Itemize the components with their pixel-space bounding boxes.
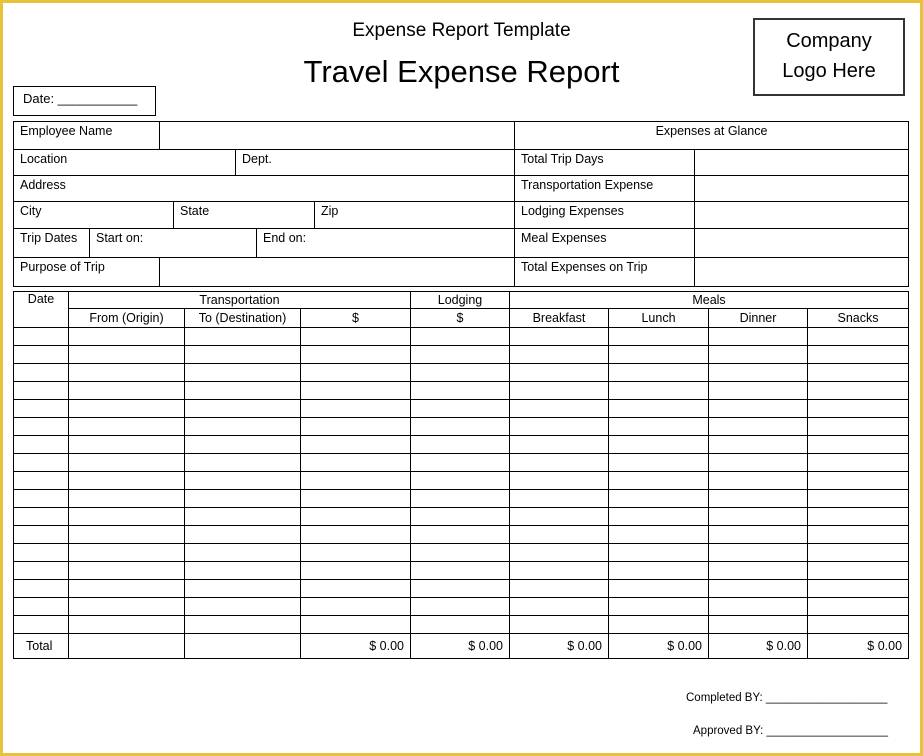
expense-cell[interactable] xyxy=(69,382,185,400)
expense-cell[interactable] xyxy=(14,328,69,346)
employee-name-field[interactable] xyxy=(160,122,515,150)
expense-cell[interactable] xyxy=(609,364,709,382)
expense-cell[interactable] xyxy=(808,400,909,418)
expense-cell[interactable] xyxy=(69,472,185,490)
table-row xyxy=(14,346,909,364)
expense-cell[interactable] xyxy=(808,364,909,382)
expense-cell[interactable] xyxy=(510,544,609,562)
total-cell: $ 0.00 xyxy=(808,634,909,659)
expense-cell[interactable] xyxy=(14,562,69,580)
expense-cell[interactable] xyxy=(808,418,909,436)
glance-label-lodging: Lodging Expenses xyxy=(515,202,695,229)
transportation-header: Transportation xyxy=(69,292,411,309)
sub-header-cell: From (Origin) xyxy=(69,309,185,328)
glance-value-total[interactable] xyxy=(695,258,909,287)
expense-cell[interactable] xyxy=(185,580,301,598)
table-row xyxy=(14,508,909,526)
glance-label-transportation: Transportation Expense xyxy=(515,176,695,202)
expense-cell[interactable] xyxy=(69,580,185,598)
expense-cell[interactable] xyxy=(185,544,301,562)
expense-cell[interactable] xyxy=(709,562,808,580)
expense-cell[interactable] xyxy=(14,616,69,634)
purpose-label: Purpose of Trip xyxy=(14,258,160,287)
sub-header-cell: Dinner xyxy=(709,309,808,328)
expense-cell[interactable] xyxy=(808,616,909,634)
expense-cell[interactable] xyxy=(185,490,301,508)
expense-cell[interactable] xyxy=(69,436,185,454)
expense-cell[interactable] xyxy=(411,490,510,508)
table-row xyxy=(14,400,909,418)
expense-cell[interactable] xyxy=(510,490,609,508)
expense-cell[interactable] xyxy=(411,436,510,454)
total-label: Total xyxy=(14,634,69,659)
total-cell: $ 0.00 xyxy=(609,634,709,659)
expense-cell[interactable] xyxy=(510,562,609,580)
logo-line-2: Logo Here xyxy=(782,60,876,82)
expense-cell[interactable] xyxy=(609,616,709,634)
expense-cell[interactable] xyxy=(69,364,185,382)
expense-cell[interactable] xyxy=(709,472,808,490)
glance-label-meals: Meal Expenses xyxy=(515,229,695,258)
table-row xyxy=(14,472,909,490)
expense-cell[interactable] xyxy=(14,346,69,364)
expense-cell[interactable] xyxy=(609,436,709,454)
expense-cell[interactable] xyxy=(609,418,709,436)
glance-value-meals[interactable] xyxy=(695,229,909,258)
expense-cell[interactable] xyxy=(411,472,510,490)
table-row xyxy=(14,382,909,400)
expense-cell[interactable] xyxy=(69,562,185,580)
expense-cell[interactable] xyxy=(14,436,69,454)
expense-cell[interactable] xyxy=(69,346,185,364)
expense-cell[interactable] xyxy=(609,526,709,544)
expense-cell[interactable] xyxy=(185,454,301,472)
state-field[interactable]: State xyxy=(174,202,315,229)
logo-line-1: Company xyxy=(786,30,872,52)
expense-cell[interactable] xyxy=(69,526,185,544)
table-row xyxy=(14,328,909,346)
expense-cell[interactable] xyxy=(808,508,909,526)
expense-cell[interactable] xyxy=(14,400,69,418)
expense-cell[interactable] xyxy=(808,436,909,454)
lodging-header: Lodging xyxy=(411,292,510,309)
expense-cell[interactable] xyxy=(301,526,411,544)
expense-cell[interactable] xyxy=(709,436,808,454)
expense-cell[interactable] xyxy=(411,382,510,400)
expense-cell[interactable] xyxy=(301,508,411,526)
sub-header-cell: Breakfast xyxy=(510,309,609,328)
expense-cell[interactable] xyxy=(510,454,609,472)
expense-cell[interactable] xyxy=(808,346,909,364)
expense-cell[interactable] xyxy=(69,328,185,346)
expense-cell[interactable] xyxy=(808,544,909,562)
expense-cell[interactable] xyxy=(301,490,411,508)
table-row xyxy=(14,598,909,616)
expense-cell[interactable] xyxy=(808,526,909,544)
sub-header-cell: To (Destination) xyxy=(185,309,301,328)
expense-cell[interactable] xyxy=(709,544,808,562)
meals-header: Meals xyxy=(510,292,909,309)
expense-cell[interactable] xyxy=(609,580,709,598)
expense-cell[interactable] xyxy=(609,472,709,490)
expense-cell[interactable] xyxy=(808,328,909,346)
expense-cell[interactable] xyxy=(14,472,69,490)
expense-cell[interactable] xyxy=(14,382,69,400)
expense-cell[interactable] xyxy=(411,544,510,562)
expense-cell[interactable] xyxy=(510,472,609,490)
expense-cell[interactable] xyxy=(185,382,301,400)
expense-cell[interactable] xyxy=(411,562,510,580)
expense-cell[interactable] xyxy=(185,346,301,364)
total-cell xyxy=(185,634,301,659)
expense-cell[interactable] xyxy=(609,544,709,562)
expense-cell[interactable] xyxy=(411,346,510,364)
glance-value-total-days[interactable] xyxy=(695,150,909,176)
expense-cell[interactable] xyxy=(609,328,709,346)
expense-cell[interactable] xyxy=(14,508,69,526)
dept-field[interactable]: Dept. xyxy=(236,150,515,176)
expense-cell[interactable] xyxy=(185,436,301,454)
expense-cell[interactable] xyxy=(301,472,411,490)
glance-value-lodging[interactable] xyxy=(695,202,909,229)
expense-cell[interactable] xyxy=(14,490,69,508)
expense-cell[interactable] xyxy=(14,454,69,472)
total-cell: $ 0.00 xyxy=(301,634,411,659)
expense-cell[interactable] xyxy=(301,418,411,436)
expense-cell[interactable] xyxy=(411,364,510,382)
expense-cell[interactable] xyxy=(808,580,909,598)
expense-cell[interactable] xyxy=(510,580,609,598)
expense-cell[interactable] xyxy=(808,562,909,580)
table-row xyxy=(14,436,909,454)
expense-cell[interactable] xyxy=(609,508,709,526)
table-row xyxy=(14,580,909,598)
expense-cell[interactable] xyxy=(301,436,411,454)
end-on-field[interactable]: End on: xyxy=(257,229,515,258)
expense-cell[interactable] xyxy=(609,598,709,616)
expense-cell[interactable] xyxy=(69,490,185,508)
expense-cell[interactable] xyxy=(510,616,609,634)
expense-cell[interactable] xyxy=(69,400,185,418)
expense-cell[interactable] xyxy=(14,526,69,544)
employee-info-table xyxy=(13,121,909,287)
expense-cell[interactable] xyxy=(14,580,69,598)
expense-cell[interactable] xyxy=(301,364,411,382)
glance-label-total: Total Expenses on Trip xyxy=(515,258,695,287)
approved-by-field[interactable]: Approved BY: ___________________ xyxy=(693,725,889,737)
expense-cell[interactable] xyxy=(510,508,609,526)
total-cell: $ 0.00 xyxy=(709,634,808,659)
expense-cell[interactable] xyxy=(510,418,609,436)
expense-cell[interactable] xyxy=(301,400,411,418)
expense-cell[interactable] xyxy=(69,598,185,616)
table-row xyxy=(14,454,909,472)
table-row xyxy=(14,562,909,580)
glance-title: Expenses at Glance xyxy=(515,122,909,150)
expense-cell[interactable] xyxy=(808,472,909,490)
expense-cell[interactable] xyxy=(411,454,510,472)
expense-cell[interactable] xyxy=(185,328,301,346)
expense-cell[interactable] xyxy=(510,526,609,544)
expense-cell[interactable] xyxy=(510,382,609,400)
expense-cell[interactable] xyxy=(609,400,709,418)
expense-cell[interactable] xyxy=(510,598,609,616)
expense-cell[interactable] xyxy=(411,400,510,418)
expense-cell[interactable] xyxy=(609,490,709,508)
trip-dates-label: Trip Dates xyxy=(14,229,90,258)
expense-cell[interactable] xyxy=(709,418,808,436)
expense-cell[interactable] xyxy=(609,562,709,580)
total-cell: $ 0.00 xyxy=(411,634,510,659)
city-field[interactable]: City xyxy=(14,202,174,229)
expense-cell[interactable] xyxy=(709,382,808,400)
expense-cell[interactable] xyxy=(69,418,185,436)
expense-cell[interactable] xyxy=(808,490,909,508)
expense-cell[interactable] xyxy=(14,544,69,562)
expense-cell[interactable] xyxy=(510,436,609,454)
expense-cell[interactable] xyxy=(411,508,510,526)
expense-cell[interactable] xyxy=(808,382,909,400)
expense-cell[interactable] xyxy=(69,454,185,472)
expense-cell[interactable] xyxy=(709,364,808,382)
expense-cell[interactable] xyxy=(185,616,301,634)
table-row xyxy=(14,544,909,562)
address-field[interactable]: Address xyxy=(14,176,515,202)
glance-label-total-days: Total Trip Days xyxy=(515,150,695,176)
expense-table xyxy=(13,291,909,659)
expense-cell[interactable] xyxy=(185,400,301,418)
expense-cell[interactable] xyxy=(411,598,510,616)
employee-name-label: Employee Name xyxy=(14,122,160,150)
expense-cell[interactable] xyxy=(709,580,808,598)
sub-header-cell: Snacks xyxy=(808,309,909,328)
sub-header-row xyxy=(14,309,909,328)
expense-cell[interactable] xyxy=(69,616,185,634)
table-row xyxy=(14,616,909,634)
expense-cell[interactable] xyxy=(69,508,185,526)
expense-cell[interactable] xyxy=(14,418,69,436)
expense-cell[interactable] xyxy=(609,382,709,400)
expense-cell[interactable] xyxy=(411,616,510,634)
expense-cell[interactable] xyxy=(69,544,185,562)
expense-cell[interactable] xyxy=(808,454,909,472)
expense-cell[interactable] xyxy=(510,364,609,382)
expense-cell[interactable] xyxy=(301,562,411,580)
expense-cell[interactable] xyxy=(301,544,411,562)
glance-value-transportation[interactable] xyxy=(695,176,909,202)
expense-cell[interactable] xyxy=(301,616,411,634)
expense-cell[interactable] xyxy=(709,346,808,364)
expense-cell[interactable] xyxy=(510,400,609,418)
expense-cell[interactable] xyxy=(411,328,510,346)
report-title: Travel Expense Report xyxy=(303,54,620,89)
expense-cell[interactable] xyxy=(185,526,301,544)
sub-header-cell: $ xyxy=(301,309,411,328)
table-row xyxy=(14,364,909,382)
expense-cell[interactable] xyxy=(709,328,808,346)
location-field[interactable]: Location xyxy=(14,150,236,176)
expense-cell[interactable] xyxy=(185,472,301,490)
expense-cell[interactable] xyxy=(301,454,411,472)
expense-cell[interactable] xyxy=(301,346,411,364)
expense-cell[interactable] xyxy=(185,562,301,580)
expense-cell[interactable] xyxy=(185,418,301,436)
purpose-field[interactable] xyxy=(160,258,515,287)
table-row xyxy=(14,526,909,544)
table-row xyxy=(14,490,909,508)
completed-by-field[interactable]: Completed BY: ___________________ xyxy=(686,692,888,704)
expense-cell[interactable] xyxy=(808,598,909,616)
expense-cell[interactable] xyxy=(185,364,301,382)
expense-cell[interactable] xyxy=(510,328,609,346)
company-logo-box xyxy=(753,18,905,96)
expense-cell[interactable] xyxy=(709,526,808,544)
start-on-field[interactable]: Start on: xyxy=(90,229,257,258)
expense-cell[interactable] xyxy=(185,508,301,526)
sub-header-cell: Lunch xyxy=(609,309,709,328)
date-field[interactable]: Date: ___________ xyxy=(13,86,156,116)
expense-cell[interactable] xyxy=(709,598,808,616)
expense-cell[interactable] xyxy=(709,490,808,508)
expense-cell[interactable] xyxy=(709,400,808,418)
total-row xyxy=(14,634,909,659)
expense-cell[interactable] xyxy=(709,454,808,472)
expense-cell[interactable] xyxy=(14,364,69,382)
expense-cell[interactable] xyxy=(411,580,510,598)
expense-cell[interactable] xyxy=(185,598,301,616)
total-cell: $ 0.00 xyxy=(510,634,609,659)
sub-header-cell: $ xyxy=(411,309,510,328)
expense-cell[interactable] xyxy=(14,598,69,616)
expense-cell[interactable] xyxy=(301,328,411,346)
expense-cell[interactable] xyxy=(709,508,808,526)
expense-cell[interactable] xyxy=(411,418,510,436)
date-column-header: Date xyxy=(14,292,69,328)
expense-cell[interactable] xyxy=(411,526,510,544)
report-subtitle: Expense Report Template xyxy=(352,20,571,41)
expense-cell[interactable] xyxy=(709,616,808,634)
expense-cell[interactable] xyxy=(301,598,411,616)
expense-cell[interactable] xyxy=(510,346,609,364)
expense-cell[interactable] xyxy=(301,580,411,598)
zip-field[interactable]: Zip xyxy=(315,202,515,229)
table-row xyxy=(14,418,909,436)
expense-cell[interactable] xyxy=(609,454,709,472)
expense-cell[interactable] xyxy=(609,346,709,364)
expense-cell[interactable] xyxy=(301,382,411,400)
total-cell xyxy=(69,634,185,659)
